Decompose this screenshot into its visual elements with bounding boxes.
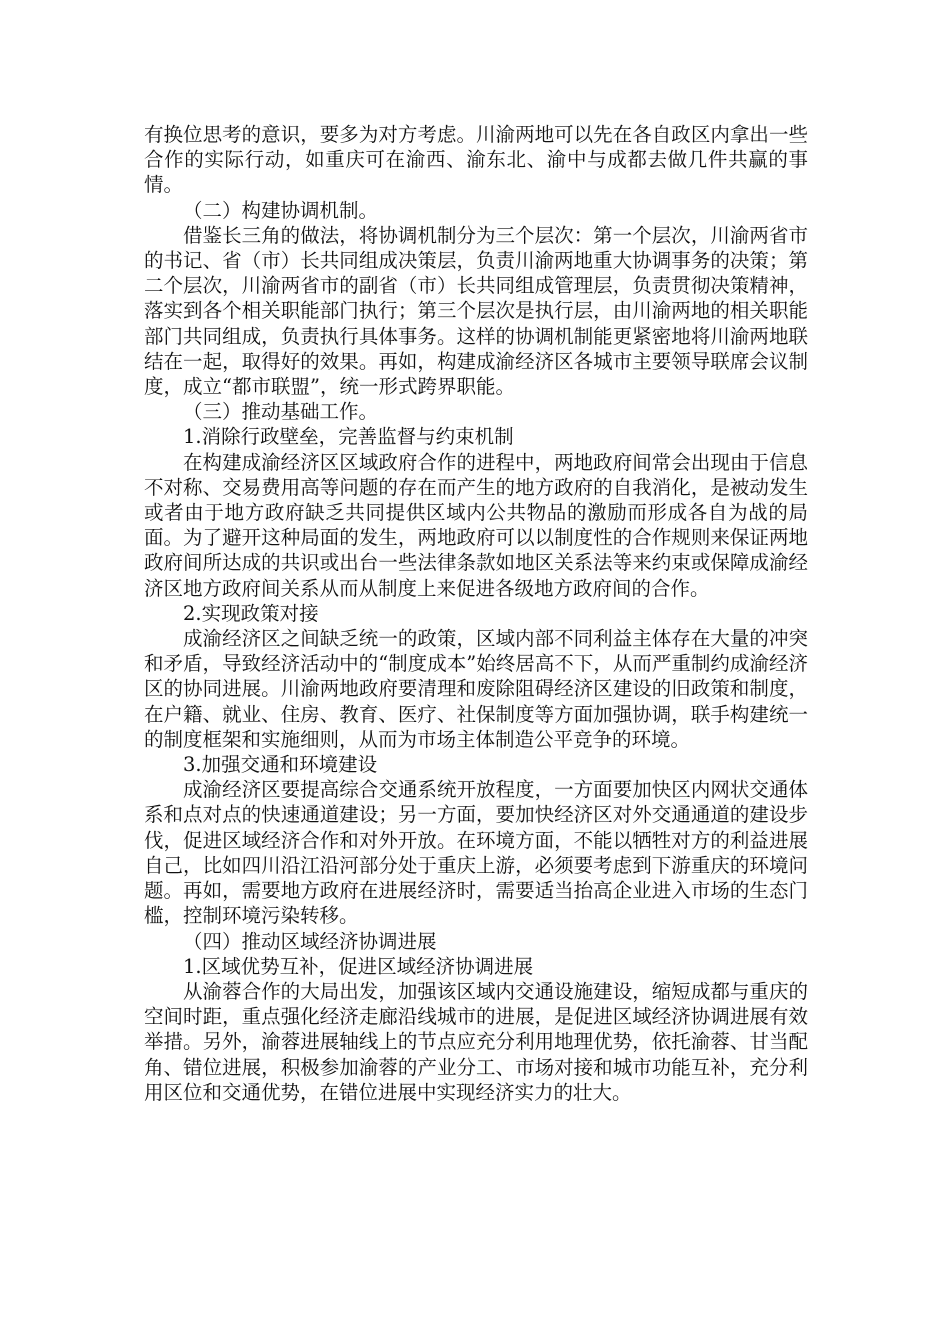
body-paragraph: 在构建成渝经济区区域政府合作的进程中，两地政府间常会出现由于信息不对称、交易费用高等问题的存在而产生的地方政府的自我消化，是被动发生或者由于地方政府缺乏共同提供区域内公共物品的激励而形成各自为战的局面。为了避开这种局面的发生，两地政府可以以制度性的合作规则来保证两地政府间所达成的共识或出台一些法律条款如地区关系法等来约束或保障成渝经济区地方政府间关系从而从制度上来促进各级地方政府间的合作。 (144, 450, 808, 600)
document-page (144, 122, 808, 1105)
section-heading: （四）推动区域经济协调进展 (183, 929, 437, 953)
section-heading: （三）推动基础工作。 (183, 400, 379, 424)
body-paragraph: 从渝蓉合作的大局出发，加强该区域内交通设施建设，缩短成都与重庆的空间时距，重点强化经济走廊沿线城市的进展，是促进区域经济协调进展有效举措。另外，渝蓉进展轴线上的节点应充分利用地理优势，依托渝蓉、甘当配角、错位进展，积极参加渝蓉的产业分工、市场对接和城市功能互补，充分利用区位和交通优势，在错位进展中实现经济实力的壮大。 (144, 979, 808, 1104)
body-paragraph: 借鉴长三角的做法，将协调机制分为三个层次：第一个层次，川渝两省市的书记、省（市）长共同组成决策层，负责川渝两地重大协调事务的决策；第二个层次，川渝两省市的副省（市）长共同组成管理层，负责贯彻决策精神，落实到各个相关职能部门执行；第三个层次是执行层，由川渝两地的相关职能部门共同组成，负责执行具体事务。这样的协调机制能更紧密地将川渝两地联结在一起，取得好的效果。再如，构建成渝经济区各城市主要领导联席会议制度，成立“都市联盟”，统一形式跨界职能。 (144, 223, 808, 399)
subsection-heading: 2.实现政策对接 (183, 601, 319, 625)
body-paragraph: 成渝经济区要提高综合交通系统开放程度，一方面要加快区内网状交通体系和点对点的快速通道建设；另一方面，要加快经济区对外交通通道的建设步伐，促进区域经济合作和对外开放。在环境方面，不能以牺牲对方的利益进展自己，比如四川沿江沿河部分处于重庆上游，必须要考虑到下游重庆的环境问题。再如，需要地方政府在进展经济时，需要适当抬高企业进入市场的生态门槛，控制环境污染转移。 (144, 778, 808, 928)
body-paragraph: 有换位思考的意识，要多为对方考虑。川渝两地可以先在各自政区内拿出一些合作的实际行动，如重庆可在渝西、渝东北、渝中与成都去做几件共赢的事情。 (144, 123, 808, 197)
subsection-heading: 3.加强交通和环境建设 (183, 753, 378, 777)
subsection-heading: 1.消除行政壁垒，完善监督与约束机制 (183, 425, 514, 449)
body-paragraph: 成渝经济区之间缺乏统一的政策，区域内部不同利益主体存在大量的冲突和矛盾，导致经济活动中的“制度成本”始终居高不下，从而严重制约成渝经济区的协同进展。川渝两地政府要清理和废除阻碍经济区建设的旧政策和制度，在户籍、就业、住房、教育、医疗、社保制度等方面加强协调，联手构建统一的制度框架和实施细则，从而为市场主体制造公平竞争的环境。 (144, 627, 808, 751)
section-heading: （二）构建协调机制。 (183, 198, 379, 222)
subsection-heading: 1.区域优势互补，促进区域经济协调进展 (183, 954, 534, 978)
